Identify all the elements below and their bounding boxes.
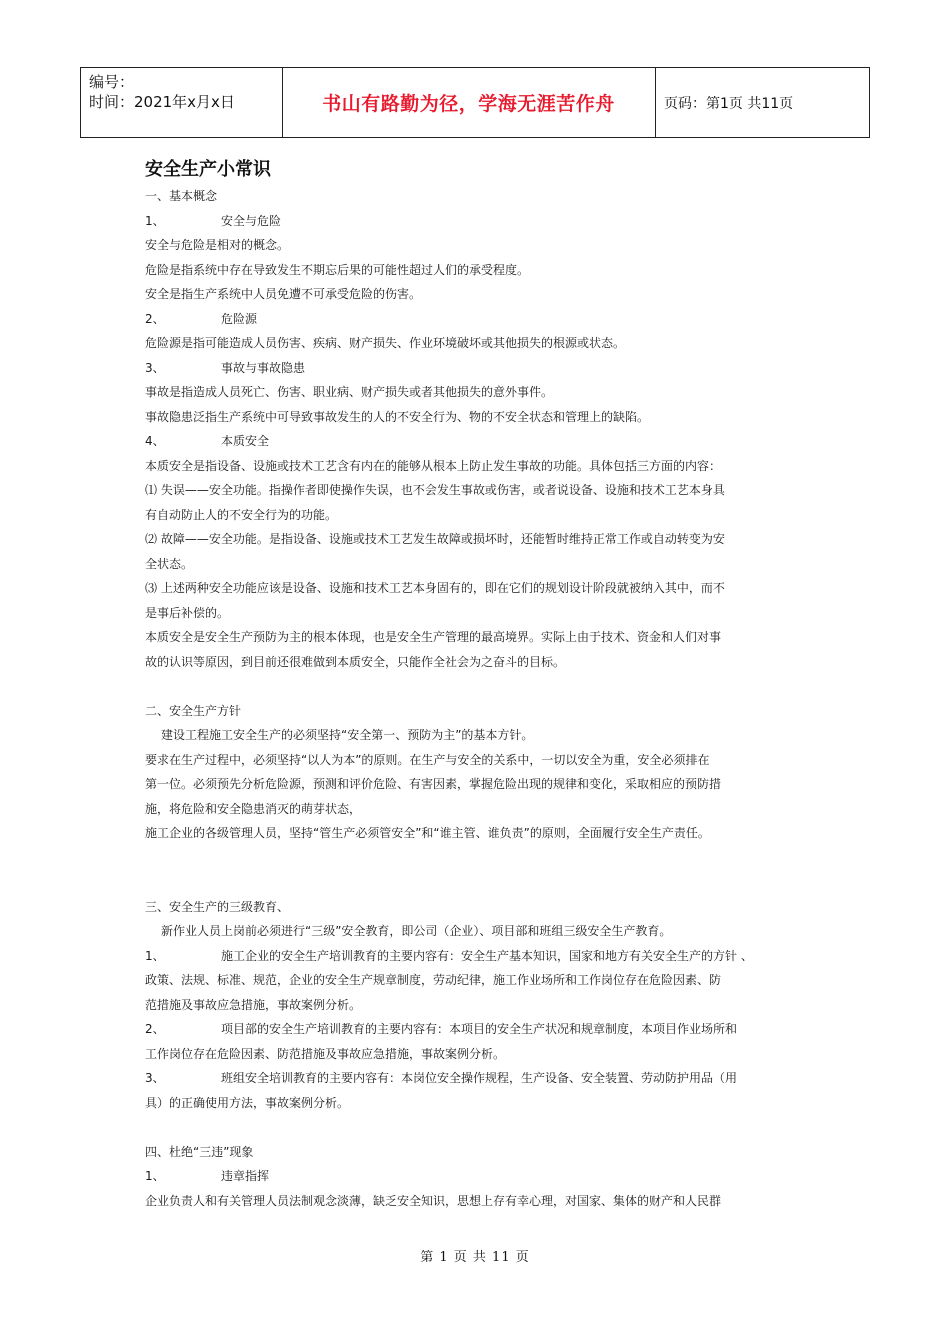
item-number: 2、 (145, 1022, 165, 1036)
paragraph-line: 本质安全是安全生产预防为主的根本体现，也是安全生产管理的最高境界。实际上由于技术、资金和人们对事 (145, 630, 722, 644)
item-number: 3、 (145, 1071, 165, 1085)
item-number: 1、 (145, 1169, 165, 1183)
paragraph-line: 全状态。 (145, 556, 194, 571)
list-item (145, 1066, 825, 1091)
paragraph-line: 第一位。必须预先分析危险源，预测和评价危险、有害因素，掌握危险出现的规律和变化，采取相应的预防措 (145, 777, 722, 791)
paragraph-line: ⑵ 故障——安全功能。是指设备、设施或技术工艺发生故障或损坏时，还能暂时维持正常工作或自动转变为安 (145, 532, 725, 546)
list-item (145, 1017, 825, 1042)
date-label: 时间：2021年x月x日 (89, 93, 235, 111)
header-divider-2 (655, 68, 656, 137)
item-number: 1、 (145, 213, 165, 228)
sub-heading-text: 本质安全 (221, 434, 270, 448)
paragraph-line: ⑴ 失误——安全功能。指操作者即使操作失误，也不会发生事故或伤害，或者说设备、设施和技术工艺本身具 (145, 483, 725, 497)
header-page-info: 页码：第1页 共11页 (664, 95, 794, 112)
paragraph-line: ⑶ 上述两种安全功能应该是设备、设施和技术工艺本身固有的，即在它们的规划设计阶段就被纳入其中，而不 (145, 581, 725, 595)
spacer (145, 674, 825, 699)
serial-label: 编号： (89, 73, 135, 91)
page-footer: 第 1 页 共 11 页 (420, 1250, 530, 1265)
header-meta (89, 72, 235, 112)
paragraph-line: 故的认识等原因，到目前还很难做到本质安全，只能作全社会为之奋斗的目标。 (145, 654, 566, 669)
paragraph-line: 施，将危险和安全隐患消灭的萌芽状态， (145, 801, 362, 816)
paragraph-line: 本质安全是指设备、设施或技术工艺含有内在的能够从根本上防止发生事故的功能。具体包括三方面的内容： (145, 458, 722, 473)
sub-heading (145, 209, 825, 234)
item-number: 4、 (145, 434, 165, 448)
section-heading: 一、基本概念 (145, 189, 218, 203)
document-body (145, 156, 825, 1213)
header-divider-right (869, 68, 870, 137)
section-heading: 二、安全生产方针 (145, 703, 242, 718)
sub-heading (145, 356, 825, 381)
sub-heading (145, 307, 825, 332)
section-heading: 四、杜绝“三违”现象 (145, 1144, 254, 1159)
paragraph-line: 政策、法规、标准、规范，企业的安全生产规章制度，劳动纪律，施工作业场所和工作岗位存在危险因素、防 (145, 973, 722, 987)
paragraph-line: 企业负责人和有关管理人员法制观念淡薄，缺乏安全知识，思想上存有幸心理，对国家、集体的财产和人民群 (145, 1193, 722, 1208)
sub-heading (145, 429, 825, 454)
sub-heading-text: 违章指挥 (221, 1169, 270, 1183)
spacer (145, 846, 825, 895)
paragraph-line: 具）的正确使用方法，事故案例分析。 (145, 1095, 350, 1110)
paragraph-line: 范措施及事故应急措施，事故案例分析。 (145, 997, 362, 1012)
header-divider-left (80, 68, 81, 137)
paragraph-line: 要求在生产过程中，必须坚持“以人为本”的原则。在生产与安全的关系中，一切以安全为重，安全必须排在 (145, 752, 710, 767)
paragraph-line: 施工企业的各级管理人员，坚持“管生产必须管安全”和“谁主管、谁负责”的原则，全面履行安全生产责任。 (145, 826, 710, 840)
paragraph-line: 安全与危险是相对的概念。 (145, 238, 290, 252)
paragraph-line: 有自动防止人的不安全行为的功能。 (145, 507, 338, 522)
paragraph-line: 工作岗位存在危险因素、防范措施及事故应急措施，事故案例分析。 (145, 1046, 506, 1061)
section-heading: 三、安全生产的三级教育、 (145, 899, 290, 914)
sub-heading-text: 安全与危险 (221, 213, 282, 228)
paragraph-line: 安全是指生产系统中人员免遭不可承受危险的伤害。 (145, 287, 422, 301)
list-item (145, 944, 825, 969)
item-number: 3、 (145, 360, 165, 375)
paragraph-line: 事故是指造成人员死亡、伤害、职业病、财产损失或者其他损失的意外事件。 (145, 385, 554, 399)
document-title: 安全生产小常识 (145, 159, 271, 180)
paragraph-line: 危险是指系统中存在导致发生不期忘后果的可能性超过人们的承受程度。 (145, 262, 530, 277)
sub-heading (145, 1164, 825, 1189)
list-item-text: 施工企业的安全生产培训教育的主要内容有：安全生产基本知识，国家和地方有关安全生产的方针 、 (221, 948, 753, 963)
paragraph-line: 建设工程施工安全生产的必须坚持“安全第一、预防为主”的基本方针。 (161, 728, 534, 742)
paragraph-line: 事故隐患泛指生产系统中可导致事故发生的人的不安全行为、物的不安全状态和管理上的缺陷。 (145, 409, 650, 424)
paragraph-line: 危险源是指可能造成人员伤害、疾病、财产损失、作业环境破坏或其他损失的根源或状态。 (145, 336, 626, 350)
header-motto: 书山有路勤为径，学海无涯苦作舟 (322, 93, 615, 115)
item-number: 1、 (145, 948, 165, 963)
sub-heading-text: 危险源 (221, 311, 258, 326)
header-table (80, 67, 870, 138)
spacer (145, 1115, 825, 1140)
paragraph-line: 是事后补偿的。 (145, 605, 230, 620)
item-number: 2、 (145, 311, 165, 326)
list-item-text: 项目部的安全生产培训教育的主要内容有：本项目的安全生产状况和规章制度，本项目作业场所和 (221, 1022, 738, 1036)
sub-heading-text: 事故与事故隐患 (221, 360, 306, 375)
list-item-text: 班组安全培训教育的主要内容有：本岗位安全操作规程，生产设备、安全装置、劳动防护用品（用 (221, 1071, 738, 1085)
paragraph-line: 新作业人员上岗前必须进行“三级”安全教育，即公司（企业）、项目部和班组三级安全生产教育。 (161, 924, 672, 938)
